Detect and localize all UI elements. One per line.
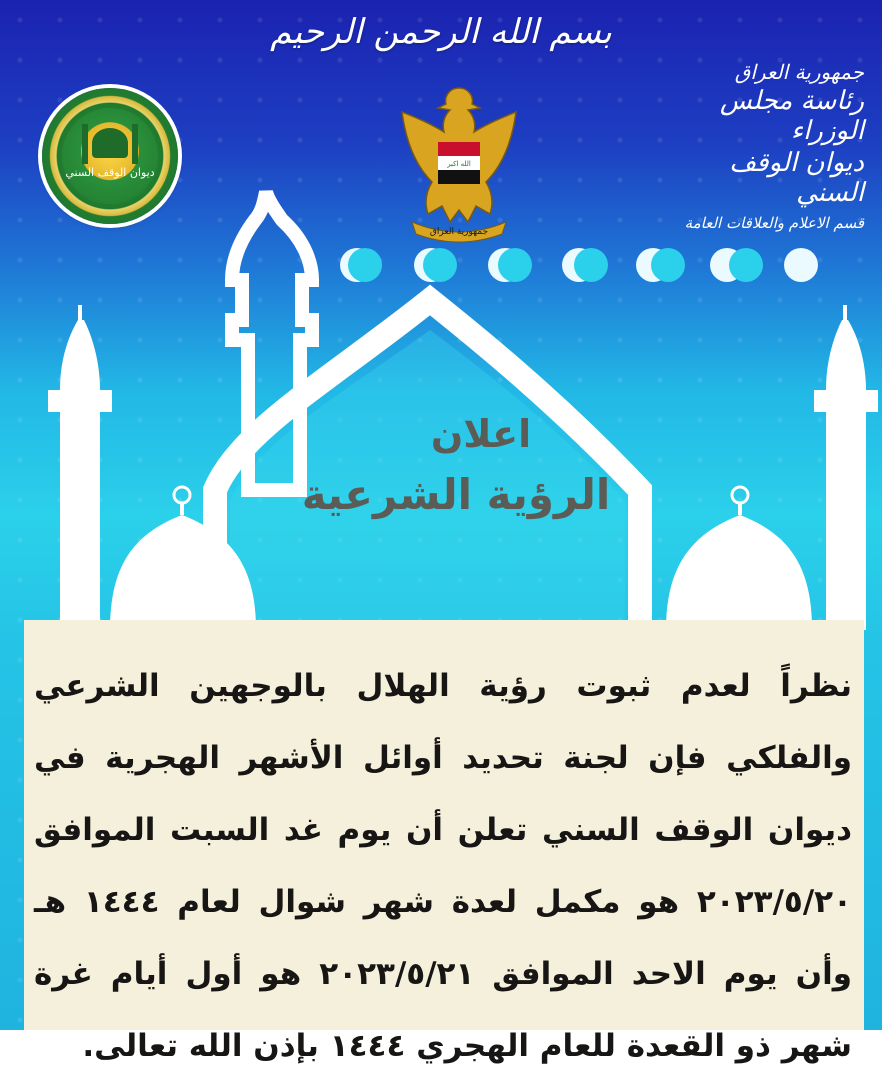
logo-minaret-icon [132,124,138,164]
logo-text: ديوان الوقف السني [65,166,155,179]
title-republic: جمهورية العراق [734,60,864,84]
announcement-heading [0,412,882,519]
title-media-department: قسم الاعلام والعلاقات العامة [684,214,864,232]
announcement-title: اعلان [430,412,532,456]
title-cabinet: رئاسة مجلس الوزراء [719,86,864,146]
title-endowment: ديوان الوقف السني [729,148,864,208]
announcement-body: نظراً لعدم ثبوت رؤية الهلال بالوجهين الشرعي والفلكي فإن لجنة تحديد أوائل الأشهر الهجرية في ديوان الوقف السني تعلن أن يوم غد السبت الموافق ٢٠٢٣/٥/٢٠ هو مكمل لعدة شهر شوال لعام ١٤٤٤ هـ وأن يوم الاحد الموافق ٢٠٢٣/٥/٢١ هو أول أيام غرة شهر ذو القعدة للعام الهجري ١٤٤٤ بإذن الله تعالى. [34,668,852,1064]
logo-dome-icon [92,128,128,158]
logo-minaret-icon [82,124,88,164]
svg-text:الله اكبر: الله اكبر [447,160,471,168]
eagle-caption: جمهورية العراق [429,227,489,237]
bismillah-calligraphy: بسم الله الرحمن الرحيم [270,12,612,52]
announcement-subtitle: الرؤية الشرعية [301,470,611,519]
